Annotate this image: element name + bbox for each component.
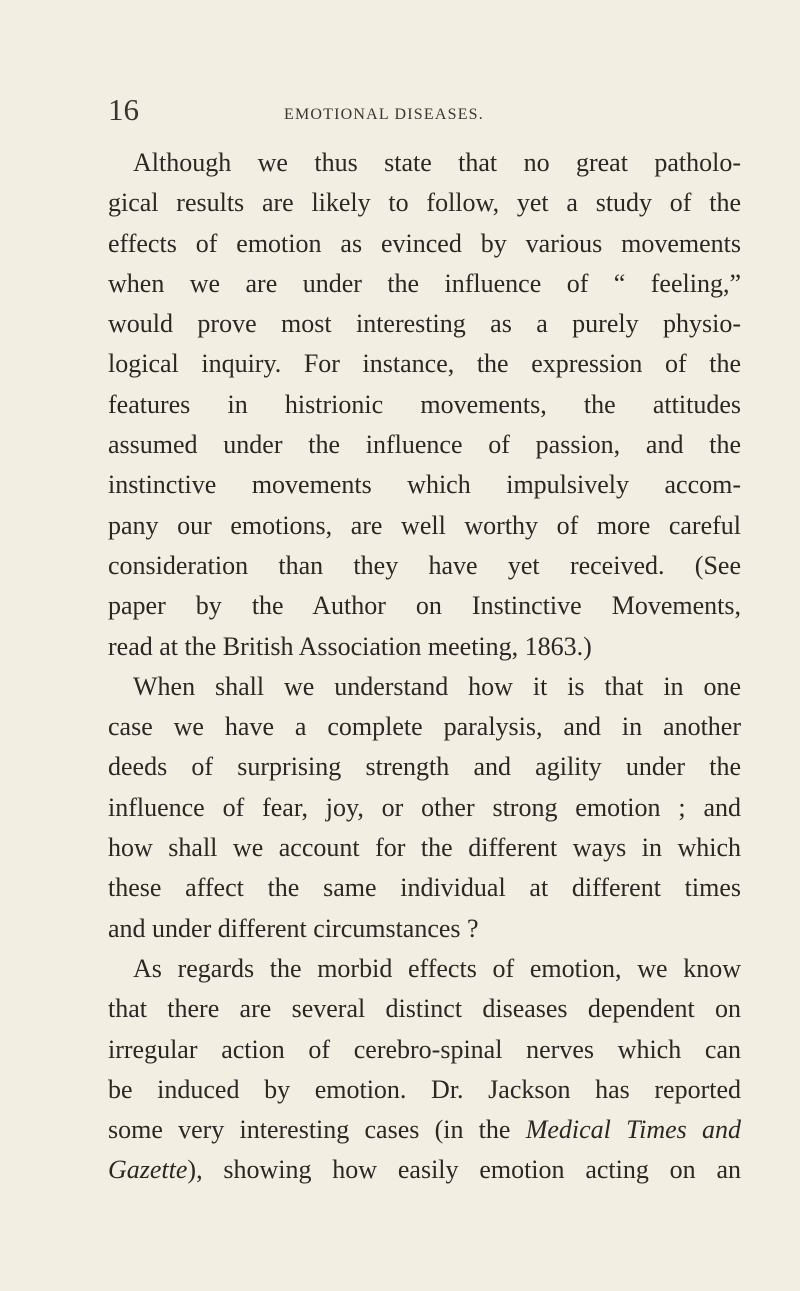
text-line: would prove most interesting as a purely physio- — [108, 309, 741, 339]
text-line: be induced by emotion. Dr. Jackson has reported — [108, 1074, 741, 1104]
text-line: effects of emotion as evinced by various movements — [108, 228, 741, 258]
text-line: that there are several distinct diseases dependent on — [108, 994, 741, 1024]
text-line: gical results are likely to follow, yet a study of the — [108, 188, 741, 218]
text-line: read at the British Association meeting, 1863.) — [108, 631, 592, 661]
text-line-start: some very interesting cases (in the — [108, 1115, 511, 1145]
text-line: irregular action of cerebro-spinal nerves which can — [108, 1034, 741, 1064]
text-line: case we have a complete paralysis, and in another — [108, 712, 741, 742]
text-line: assumed under the influence of passion, and the — [108, 430, 741, 460]
text-line — [108, 1110, 741, 1150]
text-line: logical inquiry. For instance, the expression of the — [108, 349, 741, 379]
text-line: features in histrionic movements, the attitudes — [108, 389, 741, 419]
text-line: how shall we account for the different ways in which — [108, 833, 741, 863]
text-line: instinctive movements which impulsively accom- — [108, 470, 741, 500]
text-line: When shall we understand how it is that in one — [133, 671, 741, 701]
journal-title-part2: Gazette — [108, 1155, 188, 1185]
text-line: consideration than they have yet received. (See — [108, 550, 741, 580]
text-line: Although we thus state that no great patholo- — [133, 148, 741, 177]
text-line: and under different circumstances ? — [108, 913, 479, 943]
text-line: pany our emotions, are well worthy of more careful — [108, 510, 741, 540]
text-line — [108, 1150, 741, 1190]
text-line: influence of fear, joy, or other strong emotion ; and — [108, 792, 741, 822]
running-head: EMOTIONAL DISEASES. — [284, 106, 484, 123]
text-line: paper by the Author on Instinctive Movements, — [108, 591, 741, 621]
text-line: As regards the morbid effects of emotion, we know — [133, 953, 741, 983]
text-line: when we are under the influence of “ feeling,” — [108, 268, 741, 298]
page-number: 16 — [108, 92, 139, 127]
journal-title-part1: Medical Times and — [525, 1115, 741, 1145]
text-line: these affect the same individual at different times — [108, 873, 741, 903]
text-line: deeds of surprising strength and agility under the — [108, 752, 741, 782]
page-header — [108, 92, 740, 132]
text-line-end: ), showing how easily emotion acting on an — [187, 1155, 741, 1185]
body-text — [108, 143, 741, 1191]
